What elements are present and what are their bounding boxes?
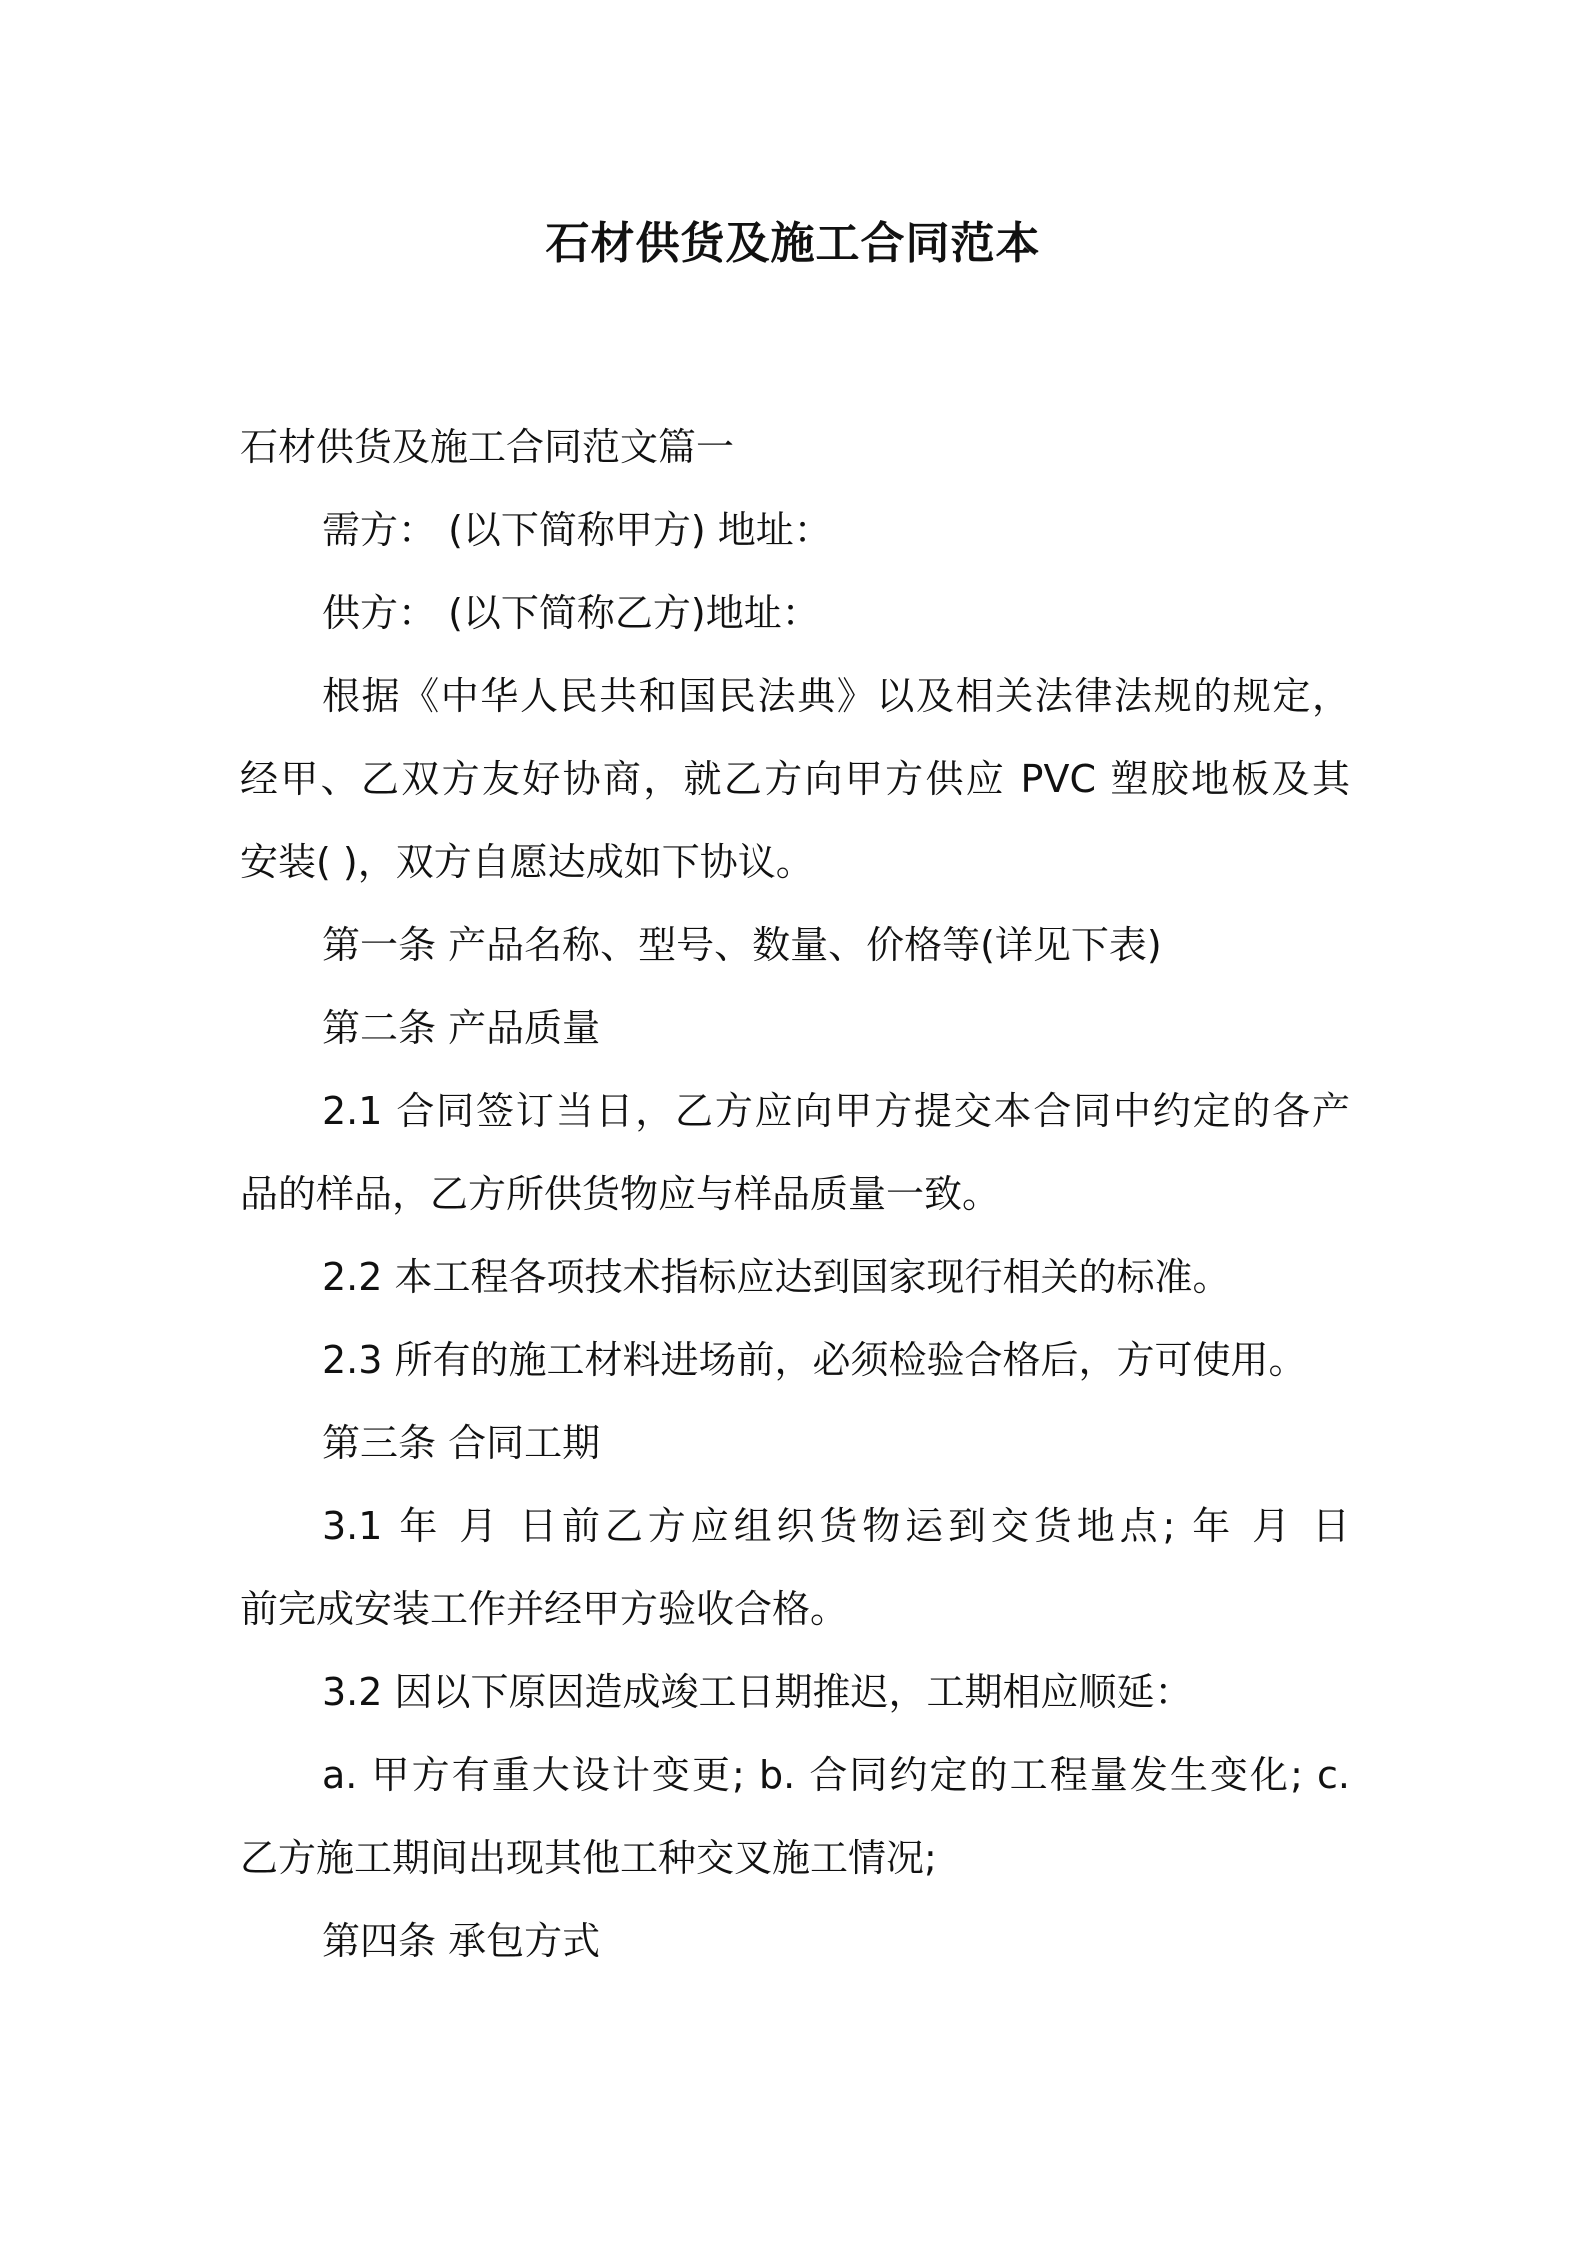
- document-line: 安装( )，双方自愿达成如下协议。: [240, 840, 814, 884]
- document-line: 供方： (以下简称乙方)地址：: [322, 591, 820, 635]
- document-line: 3.1 年 月 日前乙方应组织货物运到交货地点; 年 月 日: [322, 1504, 1350, 1548]
- document-line: 石材供货及施工合同范文篇一: [240, 425, 735, 469]
- document-line: 乙方施工期间出现其他工种交叉施工情况;: [240, 1836, 937, 1880]
- document-line: 第四条 承包方式: [322, 1919, 601, 1963]
- document-line: a. 甲方有重大设计变更; b. 合同约定的工程量发生变化; c.: [322, 1753, 1350, 1797]
- document-body: [240, 406, 1350, 1983]
- document-title: 石材供货及施工合同范本: [545, 218, 1041, 269]
- document-line: 第二条 产品质量: [322, 1006, 601, 1050]
- document-line: 根据《中华人民共和国民法典》以及相关法律法规的规定，: [322, 674, 1350, 718]
- document-line: 第一条 产品名称、型号、数量、价格等(详见下表): [322, 923, 1162, 967]
- document-line: 需方： (以下简称甲方) 地址：: [322, 508, 832, 552]
- document-line: 经甲、乙双方友好协商，就乙方向甲方供应 PVC 塑胶地板及其: [240, 757, 1350, 801]
- document-line: 2.2 本工程各项技术指标应达到国家现行相关的标准。: [322, 1255, 1231, 1299]
- document-line: 2.1 合同签订当日，乙方应向甲方提交本合同中约定的各产: [322, 1089, 1350, 1133]
- document-line: 3.2 因以下原因造成竣工日期推迟，工期相应顺延：: [322, 1670, 1193, 1714]
- document-line: 品的样品，乙方所供货物应与样品质量一致。: [240, 1172, 1001, 1216]
- document-line: 前完成安装工作并经甲方验收合格。: [240, 1587, 849, 1631]
- document-line: 2.3 所有的施工材料进场前，必须检验合格后，方可使用。: [322, 1338, 1307, 1382]
- document-line: 第三条 合同工期: [322, 1421, 601, 1465]
